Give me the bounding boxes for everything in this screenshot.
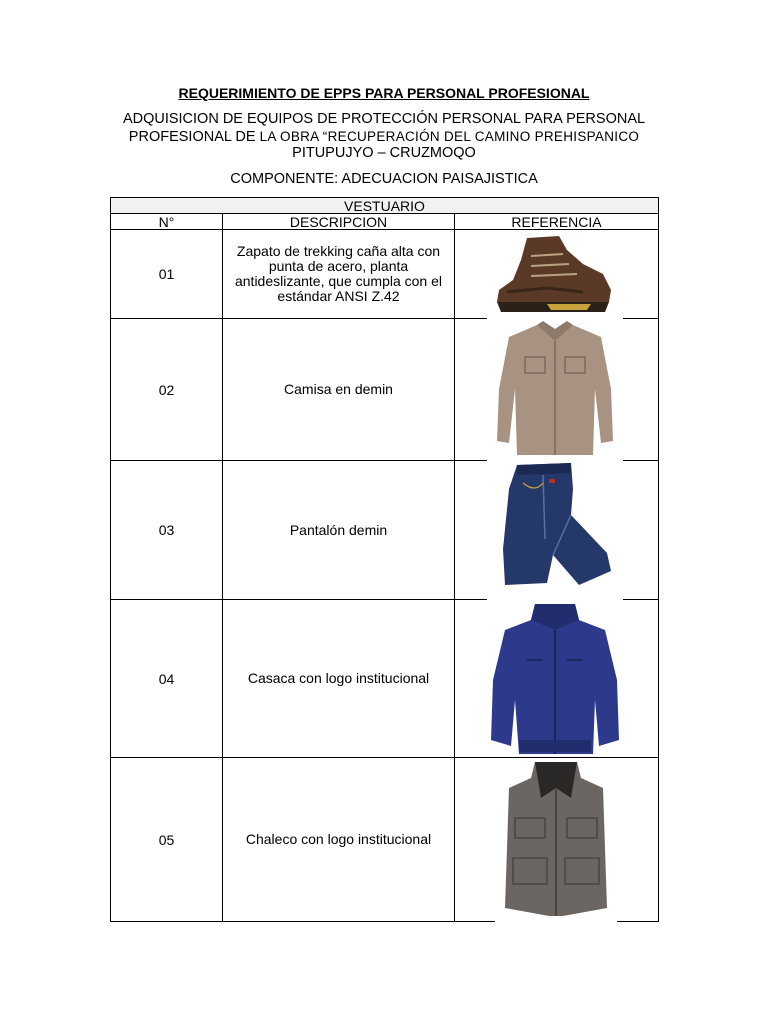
boot-icon (487, 230, 623, 320)
row-number: 04 (111, 600, 223, 758)
column-header-row (111, 214, 659, 230)
row-description: Casaca con logo institucional (223, 600, 455, 758)
row-reference (455, 461, 659, 600)
row-description: Zapato de trekking caña alta con punta de acero, planta antideslizante, que cumpla con el estándar ANSI Z.42 (223, 230, 455, 319)
col-header-ref: REFERENCIA (455, 214, 659, 230)
shirt-icon (487, 319, 623, 461)
subtitle-line-2 (0, 128, 768, 146)
col-header-num: N° (111, 214, 223, 230)
subtitle-line-3: PITUPUJYO – CRUZMOQO (292, 145, 476, 161)
subtitle-line-1: ADQUISICION DE EQUIPOS DE PROTECCIÓN PERSONAL PARA PERSONAL (122, 111, 646, 127)
table-row (111, 230, 659, 319)
jeans-icon (487, 459, 623, 601)
row-number: 01 (111, 230, 223, 319)
component-label: COMPONENTE: ADECUACION PAISAJISTICA (230, 171, 538, 187)
table-row (111, 319, 659, 461)
row-reference (455, 230, 659, 319)
table-row (111, 758, 659, 922)
vest-icon (495, 758, 617, 922)
table-row (111, 461, 659, 600)
row-description: Camisa en demin (223, 319, 455, 461)
table-row (111, 600, 659, 758)
section-title: VESTUARIO (111, 198, 659, 214)
col-header-desc: DESCRIPCION (223, 214, 455, 230)
row-number: 05 (111, 758, 223, 922)
document-title: REQUERIMIENTO DE EPPS PARA PERSONAL PROFESIONAL (178, 85, 590, 101)
row-reference (455, 758, 659, 922)
jacket-icon (487, 600, 623, 756)
epp-table (110, 197, 659, 922)
subtitle-line-2a: PROFESIONAL DE (128, 129, 256, 145)
row-number: 03 (111, 461, 223, 600)
row-reference (455, 319, 659, 461)
row-description: Pantalón demin (223, 461, 455, 600)
subtitle-line-2b: LA OBRA “RECUPERACIÓN DEL CAMINO PREHISPANICO (259, 129, 640, 144)
row-description: Chaleco con logo institucional (223, 758, 455, 922)
row-reference (455, 600, 659, 758)
section-header-row (111, 198, 659, 214)
row-number: 02 (111, 319, 223, 461)
